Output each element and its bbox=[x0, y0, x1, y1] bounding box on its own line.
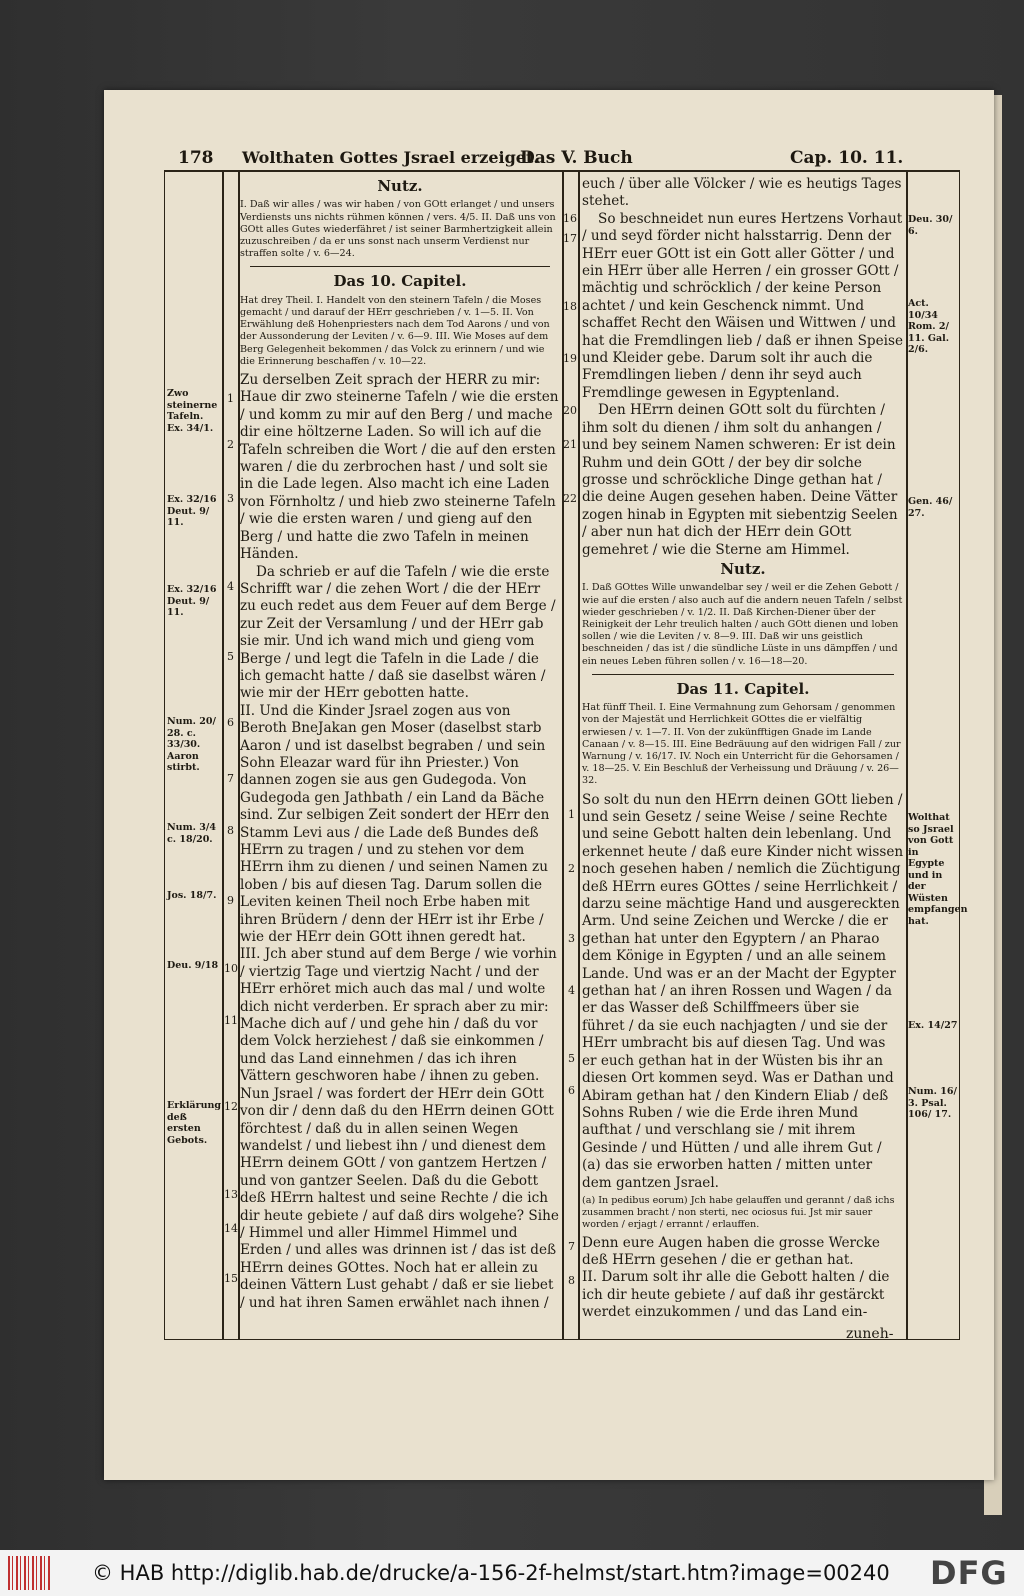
paragraph: Den HErrn deinen GOtt solt du fürchten / ihm solt du dienen / ihm solt du anhangen / und bey seinem Namen schweren: Er ist dein Ruhm und dein GOtt / der bey dir solche grosse und schröckliche Dinge gethan hat / die deine Augen gesehen haben. Deine Vätter zogen hinab in Egypten mit siebentzig Seelen / aber nun hat dich der HErr dein GOtt gemehret / wie die Sterne am Himmel. bbox=[582, 402, 898, 558]
verse-number: 13 bbox=[224, 1188, 238, 1201]
chapter-10-title: Das 10. Capitel. bbox=[333, 272, 467, 291]
nutz-text: I. Daß wir alles / was wir haben / von GOtt erlanget / und unsers Verdiensts uns nichts rühmen können / vers. 4/5. II. Daß uns von GOtt alles Gutes wiederfähret / ist seiner Barmhertzigkeit allein zuzuschreiben / da er uns sonst nach unserm Verdienst nur straffen solte / v. 6—24. bbox=[240, 199, 556, 260]
paragraph: II. Darum solt ihr alle die Gebott halten / die ich dir heute gebiete / auf daß ihr gestärckt werdet einzukommen / und das Land ein- bbox=[582, 1269, 890, 1321]
verse-number: 10 bbox=[224, 962, 238, 975]
verse-number: 3 bbox=[227, 492, 234, 505]
paragraph: II. Und die Kinder Jsrael zogen aus von Beroth BneJakan gen Moser (daselbst starb Aaron / und ist daselbst begraben / und sein Sohn Eleazar ward für ihn Priester.) Von dannen zogen sie aus gen Gudegoda. Von Gudegoda gen Jathbath / ein Land da Bäche sind. Zur selbigen Zeit sondert der HErr den Stamm Levi aus / die Lade deß Bundes deß HErrn zu tragen / und zu stehen vor dem HErrn ihm zu dienen / und seinen Namen zu loben / bis auf diesen Tag. Darum sollen die Leviten keinen Theil noch Erbe haben mit ihren Brüdern / denn der HErr ist ihr Erbe / wie der HErr dein GOtt ihnen geredt hat. bbox=[240, 702, 550, 946]
section-divider bbox=[250, 266, 550, 267]
nutz-text: I. Daß GOttes Wille unwandelbar sey / weil er die Zehen Gebott / wie auf die ersten / also auch auf die andern neuen Tafeln / selbst wieder geschrieben / v. 1/2. II. Daß Kirchen-Diener über der Reinigkeit der Lehr treulich halten / auch GOtt dienen und loben sollen / wie die Leviten / v. 8—9. III. Daß wir uns geistlich beschneiden / das ist / die sündliche Lüste in uns dämpffen / und ein neues Leben führen sollen / v. 16—18—20. bbox=[582, 582, 903, 667]
verse-number: 7 bbox=[227, 772, 234, 785]
verse-number: 1 bbox=[568, 808, 575, 821]
verse-number: 15 bbox=[224, 1272, 238, 1285]
paragraph: euch / über alle Völcker / wie es heutigs Tages stehet. bbox=[582, 176, 902, 210]
verse-number: 4 bbox=[227, 580, 234, 593]
paragraph: So beschneidet nun eures Hertzens Vorhaut / und seyd förder nicht halsstarrig. Denn der HErr euer GOtt ist ein Gott aller Götter / und ein HErr über alle Herren / ein grosser GOtt / mächtig und schröcklich / der keine Person achtet / und kein Geschenck nimmt. Und schaffet Recht den Wäisen und Wittwen / und hat die Fremdlingen lieb / daß er ihnen Speise und Kleider gebe. Darum solt ihr auch die Fremdlingen lieben / denn ihr seyd auch Fremdlinge gewesen in Egyptenland. bbox=[582, 210, 904, 401]
chapter-ref: Cap. 10. 11. bbox=[790, 148, 904, 168]
verse-number: 21 bbox=[563, 438, 577, 451]
verse-number: 9 bbox=[227, 894, 234, 907]
book-title: Das V. Buch bbox=[520, 148, 633, 168]
verse-number: 16 bbox=[563, 212, 577, 225]
verse-number: 2 bbox=[227, 438, 234, 451]
verse-number: 11 bbox=[224, 1014, 238, 1027]
verse-number: 6 bbox=[227, 716, 234, 729]
dfg-logo: DFG bbox=[930, 1554, 1008, 1592]
verse-number: 3 bbox=[568, 932, 575, 945]
footnote: (a) In pedibus eorum) Jch habe gelauffen und gerannt / daß ichs zusammen bracht / non sterti, nec ociosus fui. Jst mir sauer worden / erjagt / errannt / erlauffen. bbox=[582, 1194, 895, 1231]
verse-number: 5 bbox=[227, 650, 234, 663]
margin-note: Wolthat so Jsrael von Gott in Egypte und in der Wüsten empfangen hat. bbox=[908, 812, 968, 927]
margin-note: Ex. 32/16 Deut. 9/ 11. bbox=[167, 494, 217, 528]
verse-number: 4 bbox=[568, 984, 575, 997]
barcode-icon bbox=[8, 1556, 52, 1590]
verse-number: 7 bbox=[568, 1240, 575, 1253]
center-rule-b bbox=[578, 170, 580, 1340]
verse-number: 6 bbox=[568, 1084, 575, 1097]
left-column bbox=[240, 176, 560, 1312]
verse-number: 8 bbox=[227, 824, 234, 837]
paragraph: III. Jch aber stund auf dem Berge / wie vorhin / viertzig Tage und viertzig Nacht / und der HErr erhöret mich auch das mal / und wolte dich nicht verderben. Er sprach aber zu mir: Mache dich auf / und gehe hin / daß du vor dem Volck herziehest / daß sie einkommen / und das Land einnehmen / das ich ihren Vättern geschworen habe / ihnen zu geben. bbox=[240, 946, 557, 1085]
verse-number: 5 bbox=[568, 1052, 575, 1065]
verse-number: 22 bbox=[563, 492, 577, 505]
verse-number: 19 bbox=[563, 352, 577, 365]
section-divider bbox=[592, 674, 894, 675]
verse-number: 2 bbox=[568, 862, 575, 875]
left-margin-rule bbox=[222, 170, 224, 1340]
verse-number: 8 bbox=[568, 1274, 575, 1287]
margin-note: Zwo steinerne Tafeln. Ex. 34/1. bbox=[167, 388, 218, 434]
margin-note: Gen. 46/ 27. bbox=[908, 496, 953, 519]
verse-number: 1 bbox=[227, 392, 234, 405]
running-title: Wolthaten Gottes Jsrael erzeiget. bbox=[242, 148, 539, 167]
chapter-10-summary: Hat drey Theil. I. Handelt von den steinern Tafeln / die Moses gemacht / und darauf der HErr geschrieben / v. 1—5. II. Von Erwählung deß Hohenpriesters nach dem Tod Aarons / und von der Aussonderung der Leviten / v. 6—9. III. Wie Moses auf dem Berg Gelegenheit bekommen / das Volck zu erinnern / und wie die Erinnerung beschaffen / v. 10—22. bbox=[240, 294, 550, 367]
margin-note: Num. 20/ 28. c. 33/30. Aaron stirbt. bbox=[167, 716, 216, 773]
verse-number: 18 bbox=[563, 300, 577, 313]
margin-note: Ex. 32/16 Deut. 9/ 11. bbox=[167, 584, 217, 618]
verse-number: 14 bbox=[224, 1222, 238, 1235]
margin-note: Ex. 14/27 bbox=[908, 1020, 958, 1031]
nutz-heading: Nutz. bbox=[720, 559, 766, 578]
header-rule bbox=[164, 170, 960, 172]
paragraph: Denn eure Augen haben die grosse Wercke deß HErrn gesehen / die er gethan hat. bbox=[582, 1234, 880, 1268]
margin-note: Act. 10/34 Rom. 2/ 11. Gal. 2/6. bbox=[908, 298, 950, 355]
nutz-heading: Nutz. bbox=[377, 177, 423, 195]
verse-number: 12 bbox=[224, 1100, 238, 1113]
margin-note: Num. 16/ 3. Psal. 106/ 17. bbox=[908, 1086, 957, 1120]
margin-note: Num. 3/4 c. 18/20. bbox=[167, 822, 216, 845]
paragraph: Zu derselben Zeit sprach der HERR zu mir: Haue dir zwo steinerne Tafeln / wie die ersten / und komm zu mir auf den Berg / und mache dir eine höltzerne Laden. So will ich auf die Tafeln schreiben die Wort / die auf den ersten waren / die du zerbrochen hast / und solt sie in die Lade legen. Also macht ich eine Laden von Förnholtz / und hieb zwo steinerne Tafeln / wie die ersten waren / und gieng auf den Berg / und hatte die zwo Tafeln in meinen Händen. bbox=[240, 372, 559, 563]
right-column bbox=[582, 176, 904, 1322]
catchword: zuneh- bbox=[846, 1326, 894, 1342]
margin-note: Erklärung deß ersten Gebots. bbox=[167, 1100, 222, 1146]
chapter-11-title: Das 11. Capitel. bbox=[676, 679, 810, 698]
chapter-11-summary: Hat fünff Theil. I. Eine Vermahnung zum Gehorsam / genommen von der Majestät und Herrlichkeit GOttes die er vielfältig erwiesen / v. 1—7. II. Von der zukünfftigen Gnade im Lande Canaan / v. 8—15. III. Eine Bedräuung auf den widrigen Fall / zur Warnung / v. 16/17. IV. Noch ein Unterricht für die Gehorsamen / v. 18—25. V. Ein Beschluß der Verheissung und Dräuung / v. 26—32. bbox=[582, 702, 901, 787]
paragraph: So solt du nun den HErrn deinen GOtt lieben / und sein Gesetz / seine Weise / seine Rechte und seine Gebott halten dein lebenlang. Und erkennet heute / daß eure Kinder nicht wissen noch gesehen haben / nemlich die Züchtigung deß HErrn eures GOttes / seine Herrlichkeit / darzu seine mächtige Hand und ausgereckten Arm. Und seine Zeichen und Wercke / die er gethan hat unter den Egyptern / an Pharao dem Könige in Egypten / und an alle seinem Lande. Und was er an der Macht der Egypter gethan hat / an ihren Rossen und Wagen / da er das Wasser deß Schilffmeers über sie führet / da sie euch nachjagten / und sie der HErr umbracht bis auf diesen Tag. Und was er euch gethan hat in der Wüsten bis ihr an diesen Ort kommen seyd. Was er Dathan und Abiram gethan hat / den Kindern Eliab / deß Sohns Ruben / wie die Erde ihren Mund aufthat / und verschlang sie / mit ihrem Gesinde / und Hütten / und alle ihrem Gut / (a) das sie erworben hatten / mitten unter dem gantzen Jsrael. bbox=[582, 791, 904, 1191]
page-number: 178 bbox=[178, 148, 214, 168]
paragraph: Da schrieb er auf die Tafeln / wie die erste Schrifft war / die zehen Wort / die der HErr zu euch redet aus dem Feuer auf dem Berge / zur Zeit der Versamlung / und der HErr gab sie mir. Und ich wand mich und gieng vom Berge / und legt die Tafeln in die Lade / die ich gemacht hatte / daß sie daselbst wären / wie mir der HErr gebotten hatte. bbox=[240, 563, 556, 702]
verse-number: 17 bbox=[563, 232, 577, 245]
center-rule-a bbox=[562, 170, 564, 1340]
copyright-link[interactable]: © HAB http://diglib.hab.de/drucke/a-156-2f-helmst/start.htm?image=00240 bbox=[92, 1561, 890, 1585]
margin-note: Jos. 18/7. bbox=[167, 890, 217, 901]
paragraph: Nun Jsrael / was fordert der HErr dein GOtt von dir / denn daß du den HErrn deinen GOtt förchtest / daß du in allen seinen Wegen wandelst / und liebest ihn / und dienest dem HErrn deinem GOtt / von gantzem Hertzen / und von gantzer Seelen. Daß du die Gebott deß HErrn haltest und seine Rechte / die ich dir heute gebiete / auf daß dirs wolgehe? Sihe / Himmel und aller Himmel Himmel und Erden / und alles was drinnen ist / das ist deß HErrn deines GOttes. Noch hat er allein zu deinen Vättern Lust gehabt / daß er sie liebet / und hat ihren Samen erwählet nach ihnen / bbox=[240, 1085, 559, 1311]
verse-number: 20 bbox=[563, 404, 577, 417]
footer-bar bbox=[0, 1550, 1024, 1596]
margin-note: Deu. 30/ 6. bbox=[908, 214, 953, 237]
margin-note: Deu. 9/18 bbox=[167, 960, 219, 971]
